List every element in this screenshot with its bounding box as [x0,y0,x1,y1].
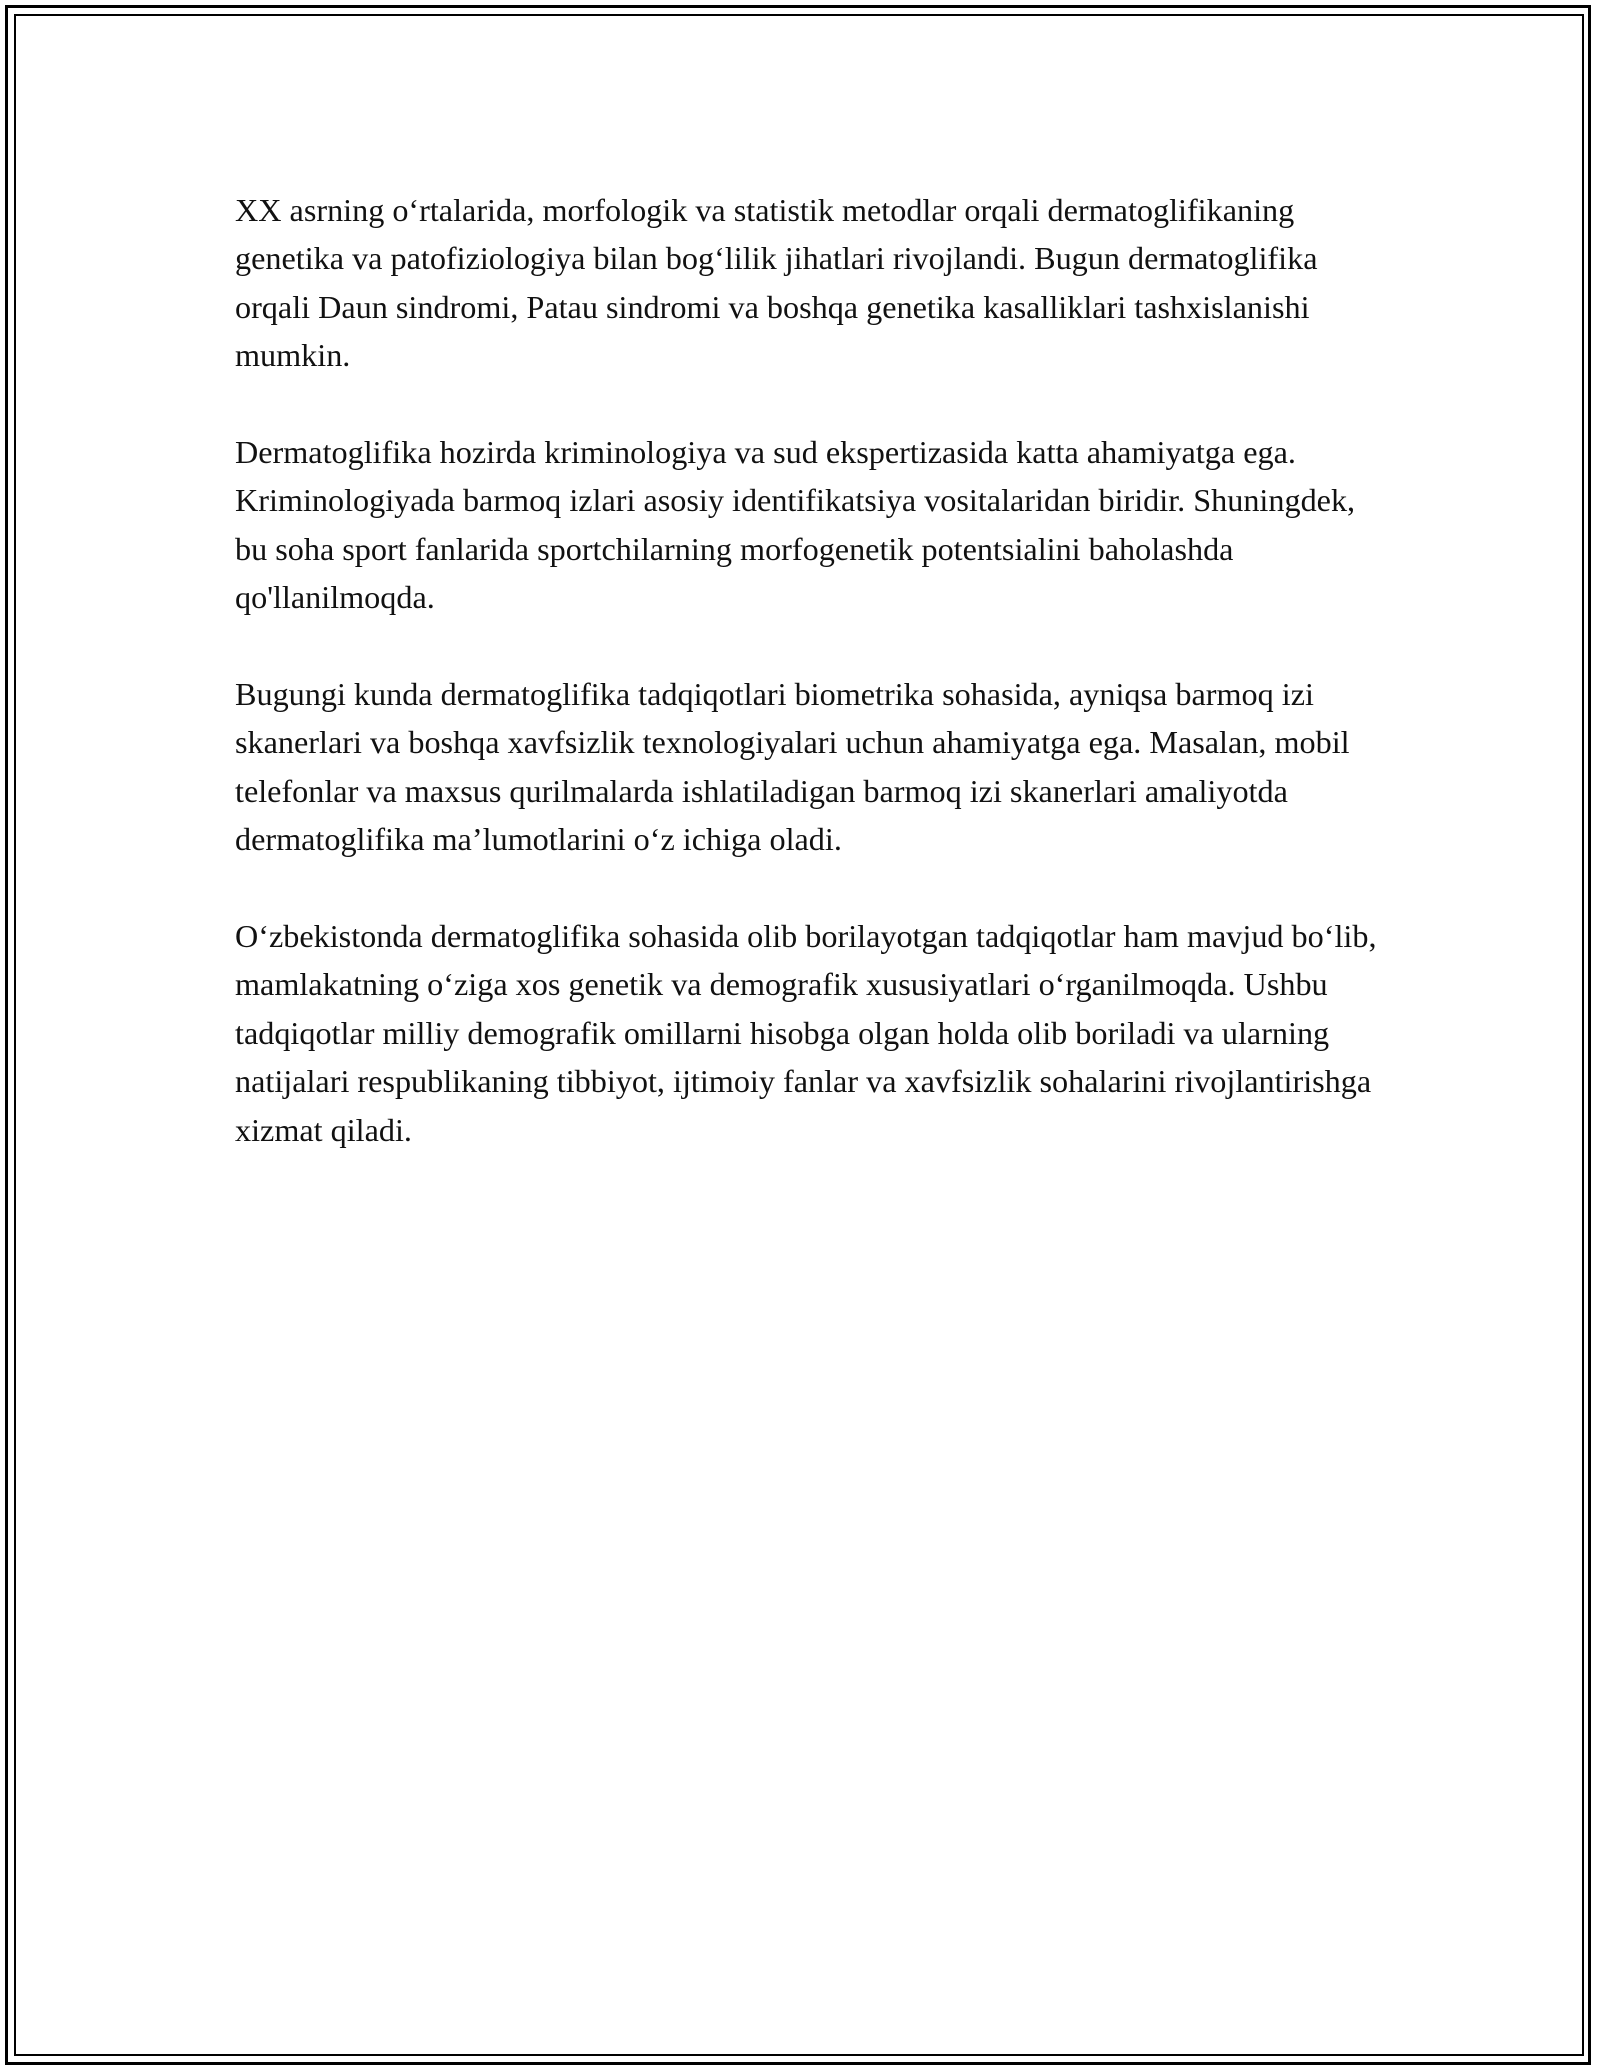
paragraph-history: XX asrning o‘rtalarida, morfologik va statistik metodlar orqali dermatoglifikaning genetika va patofiziologiya bilan bog‘lilik jihatlari rivojlandi. Bugun dermatoglifika orqali Daun sindromi, Patau sindromi va boshqa genetika kasalliklari tashxislanishi mumkin. [235,192,1318,374]
paragraph-uzbekistan: O‘zbekistonda dermatoglifika sohasida olib borilayotgan tadqiqotlar ham mavjud bo‘lib, mamlakatning o‘ziga xos genetik va demografik xususiyatlari o‘rganilmoqda. Ushbu tadqiqotlar milliy demografik omillarni hisobga olgan holda olib boriladi va ularning natijalari respublikaning tibbiyot, ijtimoiy fanlar va xavfsizlik sohalarini rivojlantirishga xizmat qiladi. [235,918,1377,1148]
document-body [235,186,1380,1154]
paragraph-biometrics: Bugungi kunda dermatoglifika tadqiqotlari biometrika sohasida, ayniqsa barmoq izi skanerlari va boshqa xavfsizlik texnologiyalari uchun ahamiyatga ega. Masalan, mobil telefonlar va maxsus qurilmalarda ishlatiladigan barmoq izi skanerlari amaliyotda dermatoglifika ma’lumotlarini o‘z ichiga oladi. [235,676,1350,858]
paragraph-criminology: Dermatoglifika hozirda kriminologiya va sud ekspertizasida katta ahamiyatga ega. Kriminologiyada barmoq izlari asosiy identifikatsiya vositalaridan biridir. Shuningdek, bu soha sport fanlarida sportchilarning morfogenetik potentsialini baholashda qo'llanilmoqda. [235,434,1356,616]
